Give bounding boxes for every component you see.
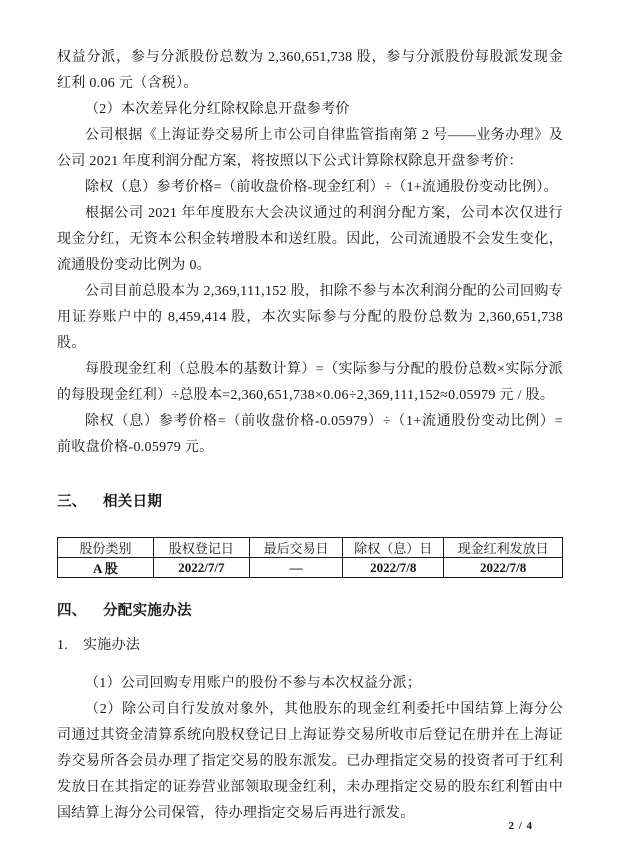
paragraph-reference-price-result: 除权（息）参考价格=（前收盘价格-0.05979）÷（1+流通股份变动比例）=前收盘价格-0.05979 元。 (57, 414, 563, 455)
list-item-title: 实施办法 (83, 638, 141, 653)
table-cell-record-date: 2022/7/7 (153, 558, 249, 578)
section-heading-distribution-method (57, 598, 563, 624)
list-item-number: 1. (57, 638, 69, 653)
table-row (58, 558, 563, 578)
section-title: 分配实施办法 (103, 603, 192, 619)
paragraph-distribution-process: （2）除公司自行发放对象外，其他股东的现金红利委托中国结算上海分公司通过其资金清算系统向股权登记日上海证券交易所收市后登记在册并在上海证券交易所各会员办理了指定交易的股东派发。已办理指定交易的投资者可于红利发放日在其指定的证券营业部领取现金红利，未办理指定交易的股东红利暂由中国结算上海分公司保管，待办理指定交易后再进行派发。 (57, 702, 563, 821)
related-dates-table (57, 537, 563, 578)
section-number: 三、 (57, 494, 87, 510)
table-header-record-date: 股权登记日 (153, 538, 249, 558)
table-cell-last-trading-date: — (249, 558, 342, 578)
list-item-implementation-method (57, 633, 563, 659)
table-cell-exright-date: 2022/7/8 (343, 558, 444, 578)
table-cell-payment-date: 2022/7/8 (444, 558, 563, 578)
table-header-row (58, 538, 563, 558)
table-header-exright-date: 除权（息）日 (343, 538, 444, 558)
paragraph-total-shares: 公司目前总股本为 2,369,111,152 股，扣除不参与本次利润分配的公司回购专用证券账户中的 8,459,414 股，本次实际参与分配的股份总数为 2,360,651,738 股。 (57, 284, 563, 351)
table-header-last-trading-date: 最后交易日 (249, 538, 342, 558)
table-header-payment-date: 现金红利发放日 (444, 538, 563, 558)
paragraph-dividend-total: 权益分派，参与分派股份总数为 2,360,651,738 股，参与分派股份每股派发现金红利 0.06 元（含税）。 (57, 50, 563, 91)
paragraph-subheading-2: （2）本次差异化分红除权除息开盘参考价 (85, 102, 350, 117)
table-header-share-class: 股份类别 (58, 538, 154, 558)
paragraph-buyback-excluded: （1）公司回购专用账户的股份不参与本次权益分派； (85, 676, 422, 691)
table-cell-share-class: A 股 (58, 558, 154, 578)
section-number: 四、 (57, 603, 87, 619)
paragraph-per-share-calculation: 每股现金红利（总股本的基数计算）=（实际参与分配的股份总数×实际分派的每股现金红利）÷总股本=2,360,651,738×0.06÷2,369,111,152≈0.05979 元 / 股。 (57, 362, 563, 403)
paragraph-exright-formula: 除权（息）参考价格=（前收盘价格-现金红利）÷（1+流通股份变动比例）。 (85, 180, 558, 195)
paragraph-guideline-reference: 公司根据《上海证券交易所上市公司自律监管指南第 2 号——业务办理》及公司 2021 年度利润分配方案，将按照以下公式计算除权除息开盘参考价： (57, 128, 563, 169)
section-title: 相关日期 (103, 494, 163, 510)
section-heading-related-dates (57, 489, 563, 515)
page-number: 2 / 4 (508, 820, 533, 832)
paragraph-cash-dividend-only: 根据公司 2021 年年度股东大会决议通过的利润分配方案，公司本次仅进行现金分红，无资本公积金转增股本和送红股。因此，公司流通股不会发生变化，流通股份变动比例为 0。 (57, 206, 563, 273)
